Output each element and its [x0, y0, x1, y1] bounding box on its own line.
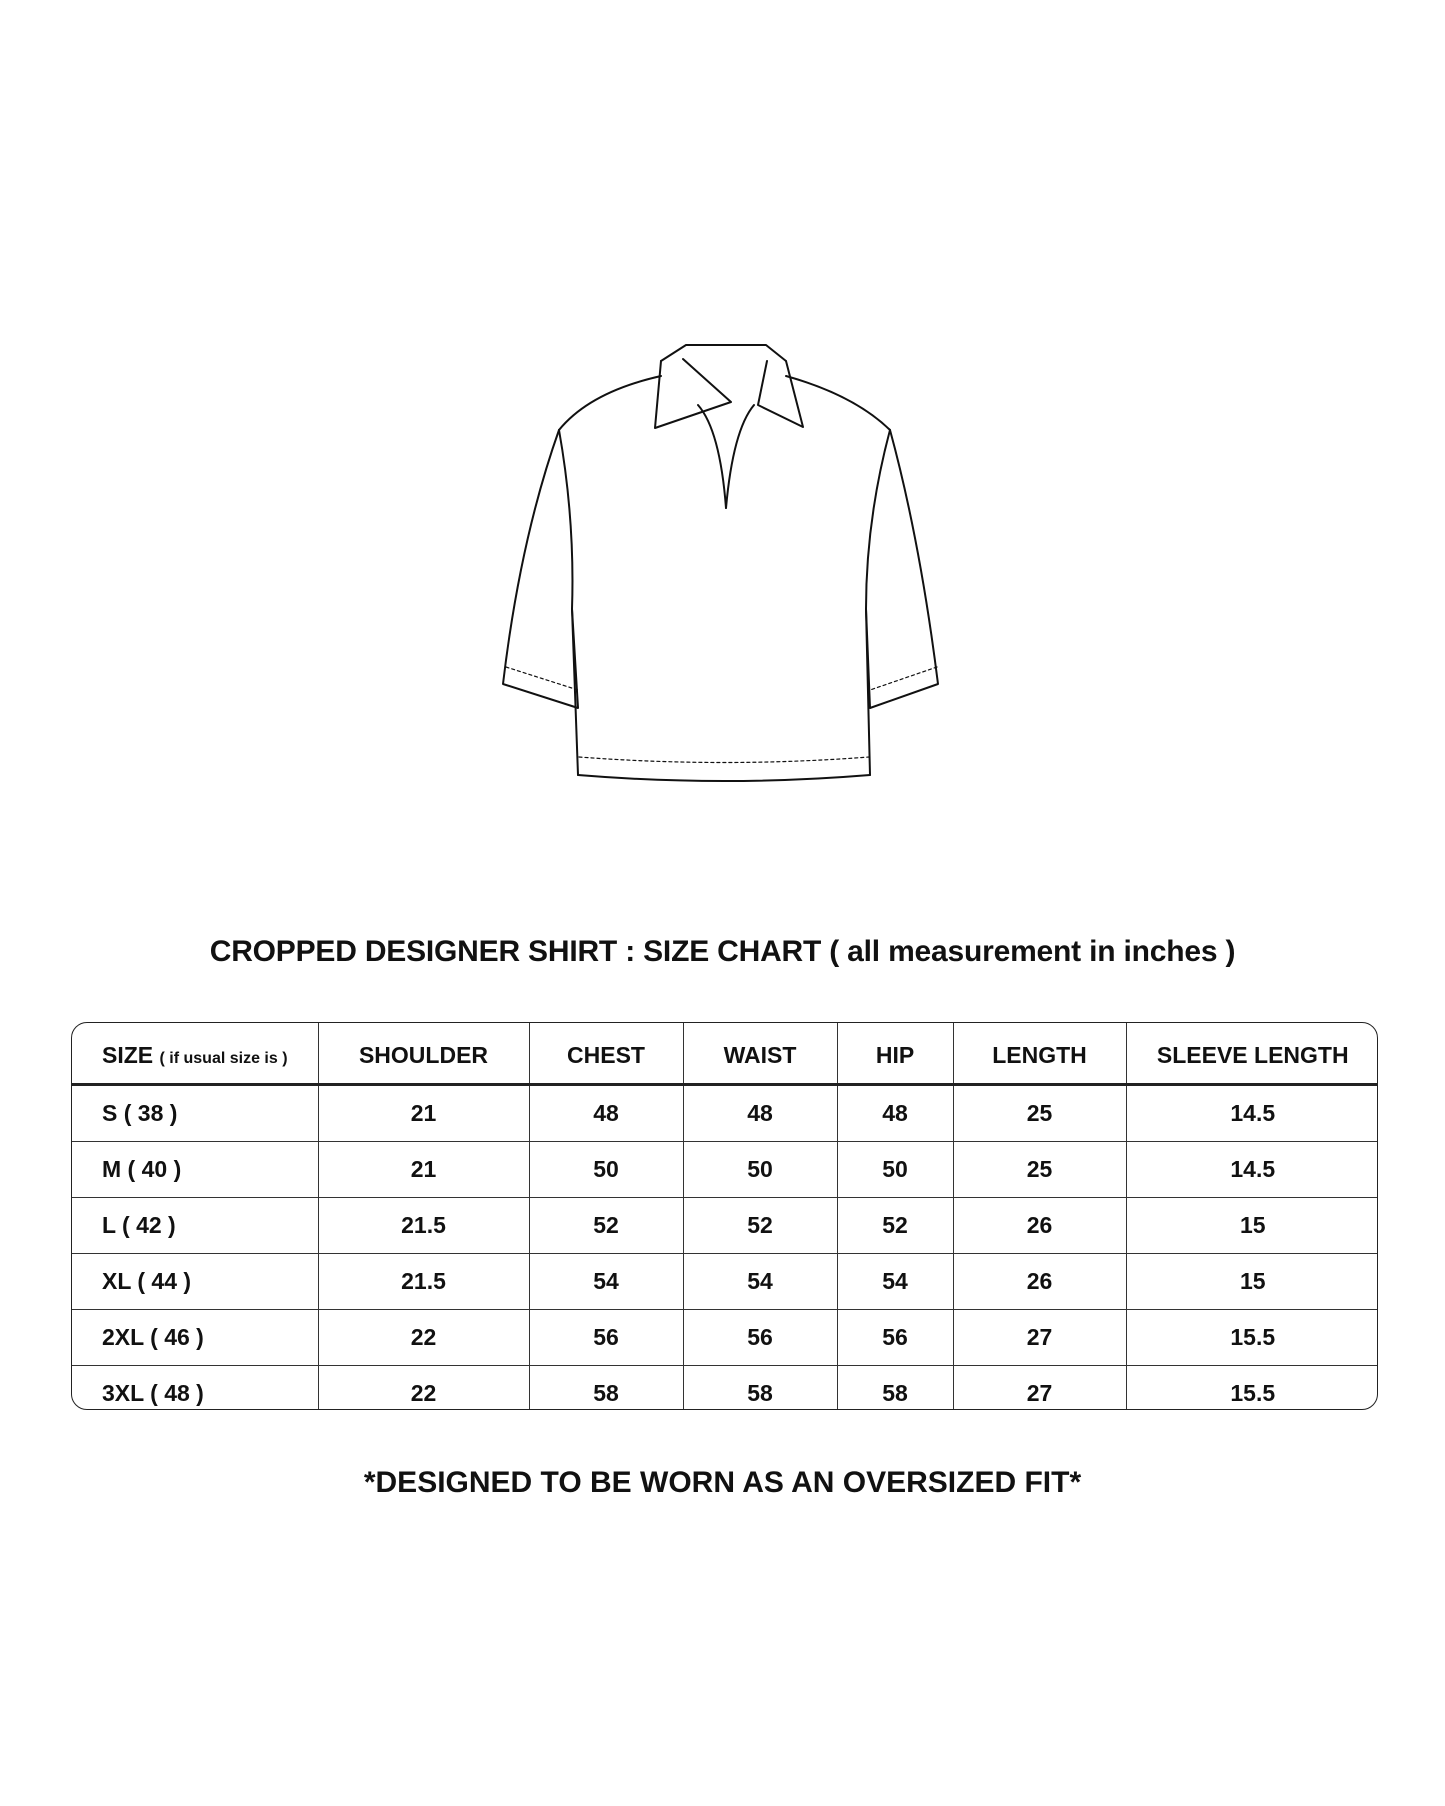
header-length: LENGTH: [953, 1023, 1126, 1085]
header-shoulder: SHOULDER: [318, 1023, 529, 1085]
shoulder-cell: 21.5: [318, 1198, 529, 1254]
hip-cell: 58: [837, 1366, 953, 1411]
waist-cell: 58: [683, 1366, 837, 1411]
shoulder-cell: 21: [318, 1142, 529, 1198]
waist-cell: 48: [683, 1085, 837, 1142]
shoulder-cell: 22: [318, 1366, 529, 1411]
chest-cell: 54: [529, 1254, 683, 1310]
table-row: [72, 1142, 1378, 1198]
hip-cell: 50: [837, 1142, 953, 1198]
header-waist: WAIST: [683, 1023, 837, 1085]
size-chart-table: [71, 1022, 1378, 1410]
length-cell: 25: [953, 1142, 1126, 1198]
header-chest: CHEST: [529, 1023, 683, 1085]
chest-cell: 56: [529, 1310, 683, 1366]
waist-cell: 52: [683, 1198, 837, 1254]
size-cell: XL ( 44 ): [72, 1254, 318, 1310]
sleeve-length-cell: 15: [1126, 1198, 1378, 1254]
size-chart-title: CROPPED DESIGNER SHIRT : SIZE CHART ( all measurement in inches ): [209, 935, 1236, 968]
sleeve-length-cell: 15.5: [1230, 1380, 1276, 1406]
sleeve-length-cell: 14.5: [1126, 1142, 1378, 1198]
table-row: [72, 1254, 1378, 1310]
hip-cell: 56: [837, 1310, 953, 1366]
chest-cell: 50: [529, 1142, 683, 1198]
table-header-row: [72, 1023, 1378, 1085]
table-row: [72, 1085, 1378, 1142]
chest-cell: 48: [529, 1085, 683, 1142]
hip-cell: 48: [837, 1085, 953, 1142]
length-cell: 26: [953, 1254, 1126, 1310]
size-cell: 2XL ( 46 ): [72, 1310, 318, 1366]
table-row: [72, 1366, 1378, 1411]
oversized-fit-note: *DESIGNED TO BE WORN AS AN OVERSIZED FIT*: [363, 1466, 1082, 1499]
cropped-shirt-illustration: [490, 335, 950, 795]
size-cell: L ( 42 ): [72, 1198, 318, 1254]
length-cell: 26: [953, 1198, 1126, 1254]
length-cell: 27: [953, 1366, 1126, 1411]
chest-cell: 58: [529, 1366, 683, 1411]
table-row: [72, 1310, 1378, 1366]
size-cell: M ( 40 ): [72, 1142, 318, 1198]
header-size: SIZE ( if usual size is ): [72, 1023, 318, 1085]
waist-cell: 50: [683, 1142, 837, 1198]
hip-cell: 54: [837, 1254, 953, 1310]
size-cell: 3XL ( 48 ): [72, 1366, 318, 1411]
length-cell: 25: [953, 1085, 1126, 1142]
header-sleeve-length: SLEEVE LENGTH: [1126, 1023, 1378, 1085]
waist-cell: 54: [683, 1254, 837, 1310]
header-hip: HIP: [837, 1023, 953, 1085]
shoulder-cell: 21.5: [318, 1254, 529, 1310]
sleeve-length-cell: 15.5: [1126, 1310, 1378, 1366]
size-cell: S ( 38 ): [72, 1085, 318, 1142]
length-cell: 27: [953, 1310, 1126, 1366]
sleeve-length-cell: 14.5: [1126, 1085, 1378, 1142]
shoulder-cell: 21: [318, 1085, 529, 1142]
hip-cell: 52: [837, 1198, 953, 1254]
sleeve-length-cell: 15: [1126, 1254, 1378, 1310]
header-size-note: ( if usual size is ): [159, 1049, 288, 1067]
waist-cell: 56: [683, 1310, 837, 1366]
shoulder-cell: 22: [318, 1310, 529, 1366]
table-row: [72, 1198, 1378, 1254]
chest-cell: 52: [529, 1198, 683, 1254]
